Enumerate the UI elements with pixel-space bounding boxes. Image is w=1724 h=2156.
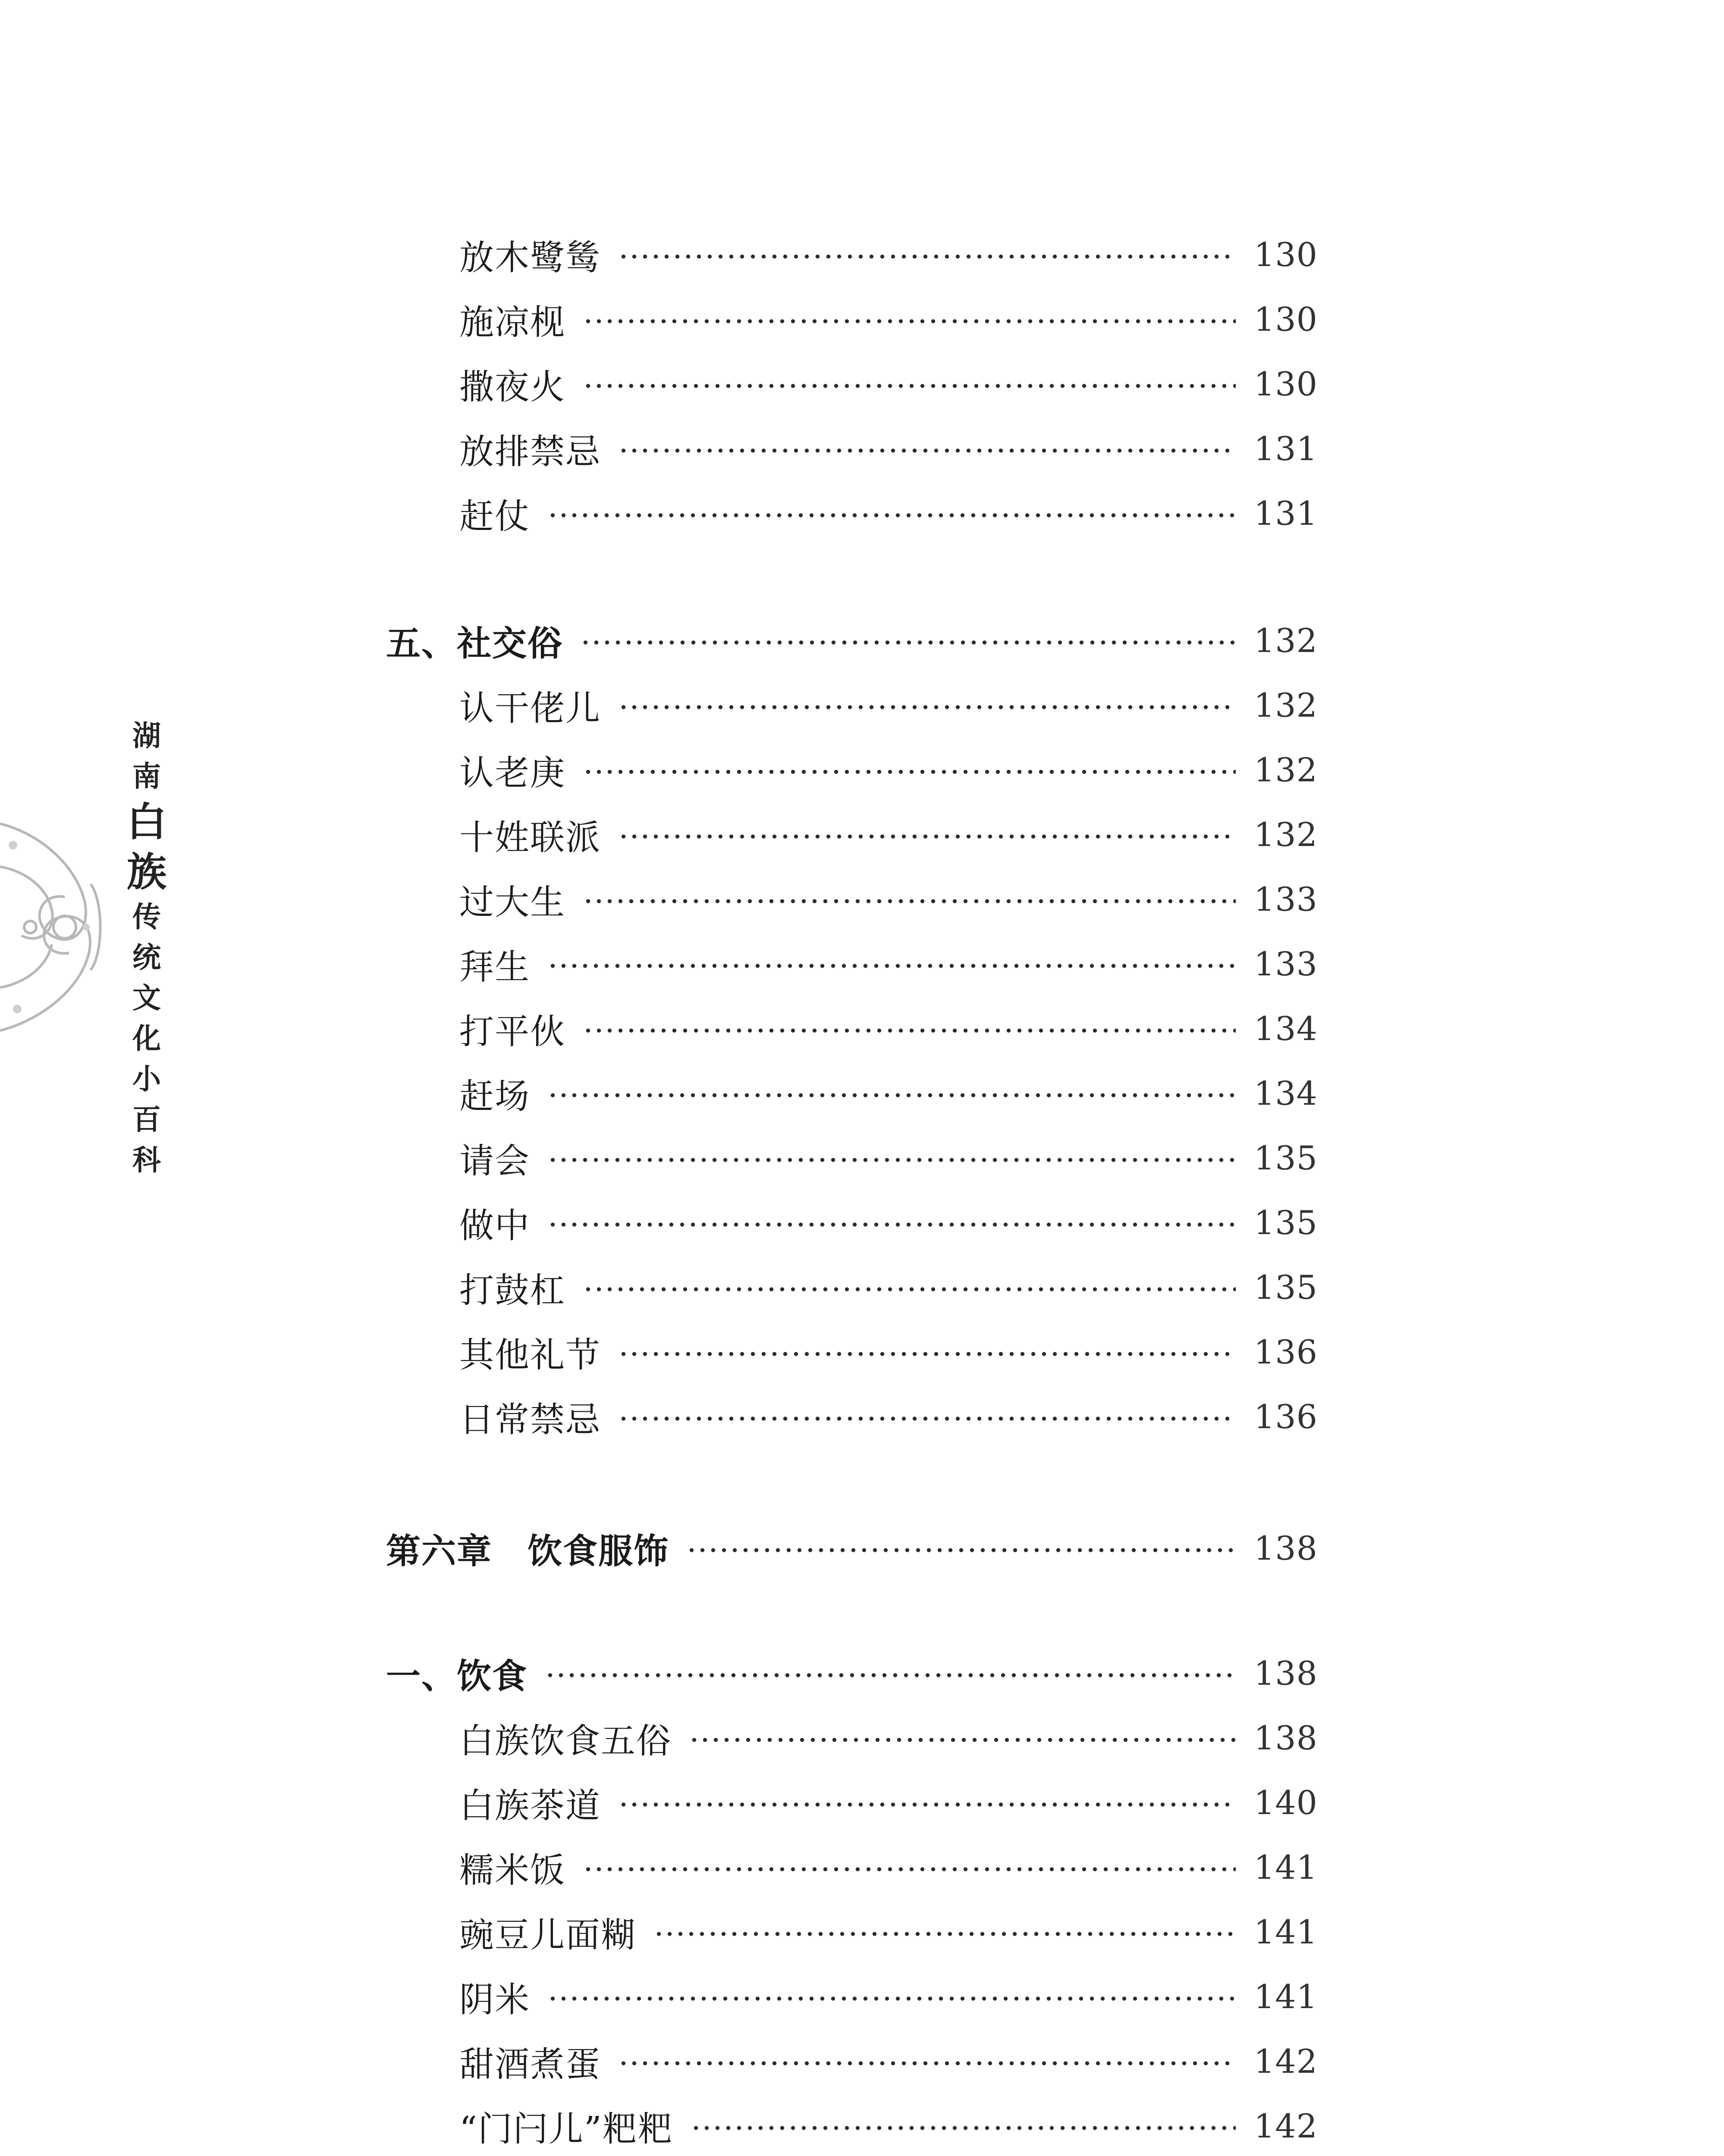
toc-entry[interactable] [459,1134,1318,1181]
series-title-char: 白 [126,799,166,845]
toc-entry[interactable] [459,2037,1318,2085]
toc-entry[interactable] [459,1199,1318,1246]
toc-entry-title: 请会 [459,1141,530,1181]
dot-leader [547,963,1236,968]
dot-leader [547,1996,1236,2001]
toc-entry-page: 132 [1253,750,1318,789]
dot-leader [547,1093,1236,1098]
toc-entry-title: 放排禁忌 [459,431,601,472]
toc-entry-page: 133 [1253,944,1318,983]
toc-entry-page: 135 [1253,1138,1318,1177]
dot-leader [547,513,1236,518]
toc-entry-title: 认干佬儿 [459,688,601,728]
toc-entry-page: 136 [1253,1332,1318,1371]
dot-leader [618,1802,1236,1807]
dot-leader [583,319,1236,324]
toc-entry-page: 142 [1253,2106,1318,2145]
series-title-char: 湖 [132,719,161,752]
toc-entry[interactable] [459,875,1318,923]
toc-entry-title: 阴米 [459,1979,530,2020]
series-title-char: 小 [132,1062,161,1096]
toc-entry[interactable] [459,295,1318,343]
toc-entry-page: 133 [1253,880,1318,918]
toc-entry-page: 130 [1253,300,1318,338]
toc-section-page: 132 [1253,621,1318,660]
series-title-char: 南 [132,760,161,793]
toc-chapter-page: 138 [1253,1529,1318,1567]
dot-leader [583,1028,1236,1033]
dot-leader [547,1157,1236,1163]
dot-leader [618,1416,1236,1421]
dot-leader [691,2125,1236,2131]
toc-entry[interactable] [459,681,1318,729]
toc-entry-page: 130 [1253,364,1318,403]
toc-entry[interactable] [459,811,1318,858]
toc-entry-page: 134 [1253,1009,1318,1048]
toc-entry-title: 白族饮食五俗 [459,1720,672,1761]
toc-entry-page: 135 [1253,1203,1318,1242]
toc-entry[interactable] [459,1908,1318,1955]
dot-leader [686,1548,1236,1553]
toc-entry-page: 131 [1253,429,1318,468]
toc-entry-page: 141 [1253,1912,1318,1951]
toc-section-title: 五、社交俗 [386,623,563,664]
toc-entry-page: 140 [1253,1783,1318,1822]
toc-entry-title: 十姓联派 [459,817,601,858]
toc-entry[interactable] [459,489,1318,537]
dot-leader [583,1867,1236,1872]
series-title-char: 族 [126,849,166,895]
toc-entry[interactable] [459,360,1318,407]
toc-entry-title: 日常禁忌 [459,1399,601,1440]
toc-entry-page: 131 [1253,494,1318,533]
toc-entry-title: 打鼓杠 [459,1270,565,1310]
dot-leader [583,769,1236,774]
toc-entry[interactable] [459,1973,1318,2020]
series-title-char: 百 [132,1103,161,1136]
toc-entry-page: 142 [1253,2042,1318,2081]
dot-leader [618,2061,1236,2066]
toc-entry-page: 141 [1253,1848,1318,1887]
toc-entry-title: 做中 [459,1205,530,1246]
toc-entry-page: 135 [1253,1268,1318,1307]
toc-entry[interactable] [459,1393,1318,1440]
toc-chapter-title: 第六章 饮食服饰 [386,1531,669,1571]
dot-leader [583,1287,1236,1292]
toc-entry[interactable] [459,1714,1318,1761]
toc-entry-title: 白族茶道 [459,1785,601,1826]
toc-entry-title: 豌豆儿面糊 [459,1915,636,1955]
dot-leader [618,1351,1236,1357]
toc-entry[interactable] [459,1843,1318,1891]
toc-section[interactable] [386,617,1318,664]
toc-entry[interactable] [459,1005,1318,1052]
toc-chapter[interactable] [386,1524,1318,1572]
dot-leader [653,1931,1236,1937]
dot-leader [618,834,1236,839]
toc-entry-title: 其他礼节 [459,1335,601,1375]
dot-leader [580,640,1236,645]
toc-entry[interactable] [459,1328,1318,1376]
toc-entry-title: 过大生 [459,882,565,922]
series-title-char: 传 [132,900,161,934]
dot-leader [618,254,1236,259]
toc-entry[interactable] [459,2102,1318,2150]
dot-leader [618,705,1236,710]
series-title-char: 化 [132,1022,161,1055]
toc-entry-title: 甜酒煮蛋 [459,2044,601,2084]
toc-entry-title: “门闩儿”粑粑 [459,2109,673,2149]
toc-entry[interactable] [459,231,1318,278]
toc-entry[interactable] [459,1263,1318,1311]
dot-leader [689,1737,1236,1742]
toc-entry-title: 糯米饭 [459,1850,565,1890]
toc-section[interactable] [386,1649,1318,1697]
toc-entry-title: 打平伙 [459,1011,565,1052]
toc-entry-title: 赶场 [459,1076,530,1116]
toc-entry[interactable] [459,1069,1318,1117]
toc-entry[interactable] [459,940,1318,987]
toc-entry[interactable] [459,746,1318,793]
toc-entry-page: 136 [1253,1397,1318,1436]
toc-entry-title: 施凉枧 [459,302,565,342]
series-title-char: 统 [132,941,161,974]
toc-entry[interactable] [459,1779,1318,1826]
series-title-char: 文 [132,981,161,1015]
toc-entry-page: 138 [1253,1718,1318,1757]
series-title-char: 科 [132,1144,161,1177]
toc-entry-page: 134 [1253,1074,1318,1112]
toc-entry-page: 141 [1253,1977,1318,2016]
toc-entry-title: 放木鹭鸶 [459,237,601,278]
toc-entry[interactable] [459,425,1318,472]
dot-leader [618,448,1236,453]
toc-entry-title: 认老庚 [459,752,565,793]
toc-entry-page: 132 [1253,815,1318,854]
dot-leader [583,383,1236,389]
dot-leader [545,1673,1236,1678]
toc-entry-page: 130 [1253,235,1318,274]
dot-leader [583,899,1236,904]
dot-leader [547,1222,1236,1227]
toc-section-page: 138 [1253,1654,1318,1692]
toc-entry-page: 132 [1253,686,1318,724]
toc-entry-title: 撒夜火 [459,367,565,407]
toc-entry-title: 赶仗 [459,496,530,536]
toc-section-title: 一、饮食 [386,1656,528,1696]
toc-entry-title: 拜生 [459,946,530,987]
